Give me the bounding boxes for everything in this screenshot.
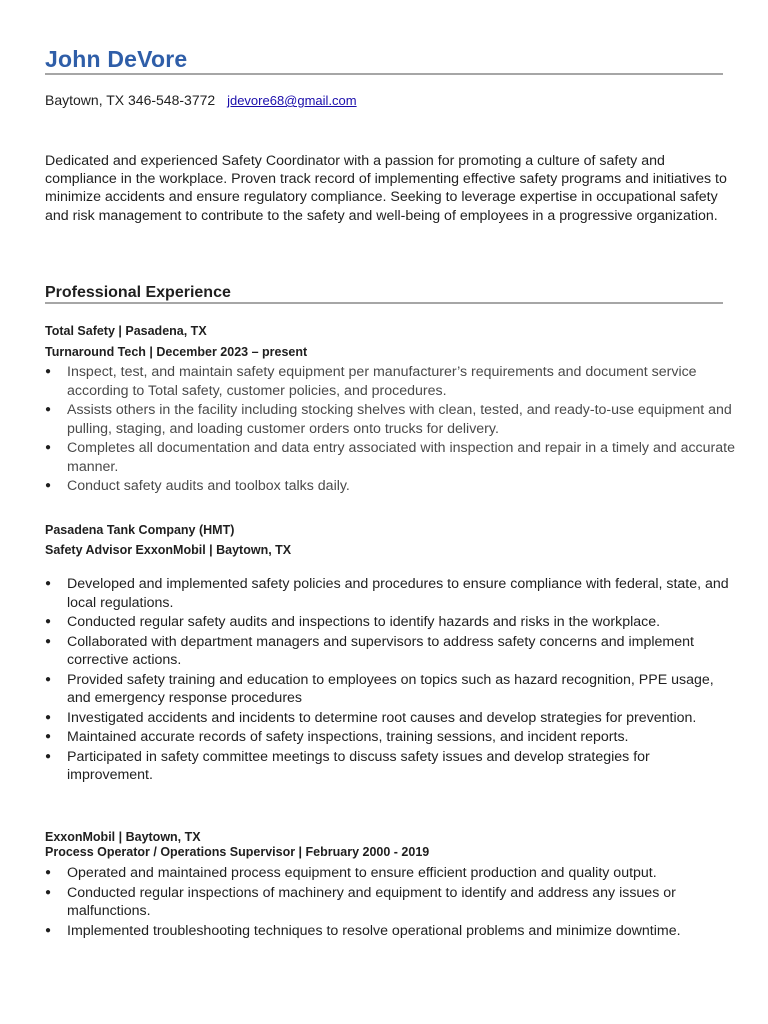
duty-item: ● Conduct safety audits and toolbox talks daily. bbox=[45, 477, 735, 496]
candidate-name: John DeVore bbox=[45, 46, 188, 72]
duty-item: ● Provided safety training and education to employees on topics such as hazard recognition, PPE usage, and emergency response procedures bbox=[45, 671, 735, 708]
duty-item: ● Conducted regular inspections of machinery and equipment to identify and address any issues or malfunctions. bbox=[45, 884, 735, 921]
job-duties-list bbox=[45, 575, 735, 786]
location-phone: Baytown, TX 346-548-3772 bbox=[45, 92, 216, 108]
email-link[interactable]: jdevore68@gmail.com bbox=[227, 93, 357, 108]
duty-item: ● Conducted regular safety audits and inspections to identify hazards and risks in the workplace. bbox=[45, 613, 735, 632]
duty-item: ● Inspect, test, and maintain safety equipment per manufacturer’s requirements and document service according to Total safety, customer policies, and procedures. bbox=[45, 363, 735, 400]
job-duties-list bbox=[45, 864, 735, 941]
professional-summary: Dedicated and experienced Safety Coordinator with a passion for promoting a culture of safety and compliance in the workplace. Proven track record of implementing effective safety programs and initiatives to minimize accidents and ensure regulatory compliance. Seeking to leverage expertise in occupational safety and risk management to contribute to the safety and well-being of employees in a progressive organization. bbox=[45, 153, 727, 224]
job-company: Total Safety | Pasadena, TX bbox=[45, 324, 207, 338]
job-role: Safety Advisor ExxonMobil | Baytown, TX bbox=[45, 543, 292, 557]
duty-item: ● Completes all documentation and data entry associated with inspection and repair in a timely and accurate manner. bbox=[45, 439, 735, 476]
job-duties-list bbox=[45, 363, 735, 497]
duty-item: ● Assists others in the facility including stocking shelves with clean, tested, and ready-to-use equipment and pulling, staging, and loading customer orders onto trucks for delivery. bbox=[45, 401, 735, 438]
duty-item: ● Participated in safety committee meetings to discuss safety issues and develop strategies for improvement. bbox=[45, 748, 735, 785]
name-divider bbox=[45, 73, 723, 75]
duty-item: ● Implemented troubleshooting techniques to resolve operational problems and minimize downtime. bbox=[45, 922, 735, 941]
job-company: ExxonMobil | Baytown, TX bbox=[45, 830, 201, 844]
duty-item: ● Maintained accurate records of safety inspections, training sessions, and incident reports. bbox=[45, 728, 735, 747]
duty-item: ● Collaborated with department managers and supervisors to address safety concerns and implement corrective actions. bbox=[45, 633, 735, 670]
job-role: Turnaround Tech | December 2023 – present bbox=[45, 345, 308, 359]
duty-item: ● Operated and maintained process equipment to ensure efficient production and quality output. bbox=[45, 864, 735, 883]
experience-divider bbox=[45, 302, 723, 304]
job-company: Pasadena Tank Company (HMT) bbox=[45, 523, 235, 537]
job-role: Process Operator / Operations Supervisor | February 2000 - 2019 bbox=[45, 845, 430, 859]
contact-line bbox=[45, 92, 357, 108]
experience-section-title: Professional Experience bbox=[45, 284, 231, 301]
duty-item: ● Developed and implemented safety policies and procedures to ensure compliance with federal, state, and local regulations. bbox=[45, 575, 735, 612]
duty-item: ● Investigated accidents and incidents to determine root causes and develop strategies for prevention. bbox=[45, 709, 735, 728]
